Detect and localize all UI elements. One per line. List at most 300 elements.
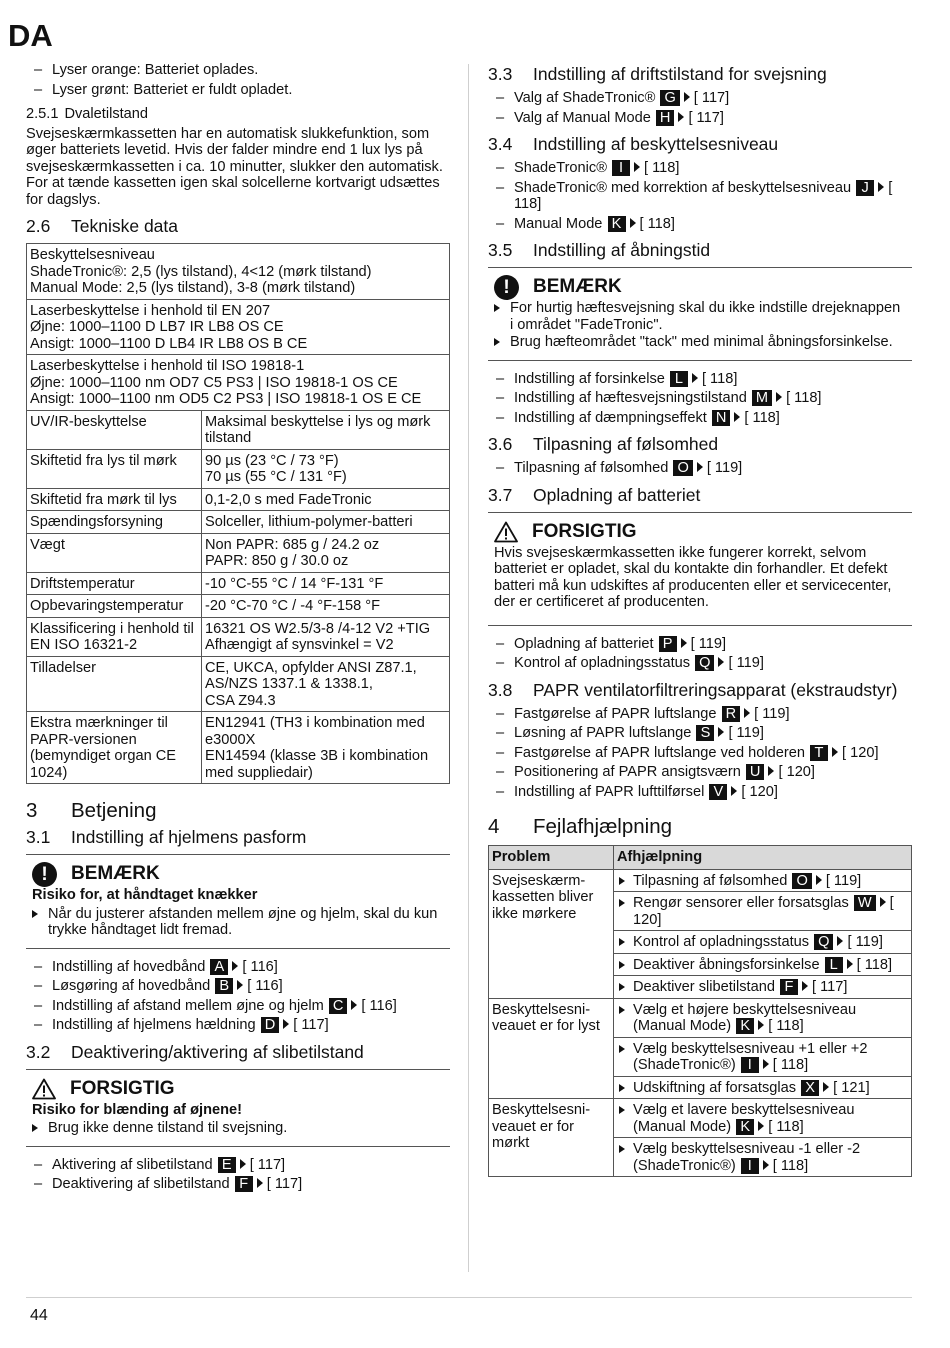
section-3-8-heading xyxy=(488,680,912,701)
arrow-right-icon xyxy=(731,786,737,796)
grinding-mode-list xyxy=(26,1157,450,1193)
page-reference: [ 118] xyxy=(701,370,738,387)
arrow-right-icon xyxy=(832,747,838,757)
section-number: 3.1 xyxy=(26,827,51,847)
cell-line: EN12941 (TH3 i kombination med e3000X xyxy=(205,715,425,748)
protection-level-list xyxy=(488,160,912,232)
figure-badge: I xyxy=(741,1158,759,1174)
table-row xyxy=(27,299,450,355)
item-text: Aktivering af slibetilstand xyxy=(52,1156,213,1173)
section-title: Tekniske data xyxy=(71,216,179,236)
spec-value xyxy=(202,617,450,656)
exclamation-icon: ! xyxy=(494,275,519,300)
spec-value xyxy=(202,595,450,618)
cell-line: Manual Mode: 2,5 (lys tilstand), 3-8 (mørk tilstand) xyxy=(30,280,356,296)
table-cell xyxy=(27,355,450,411)
figure-badge: S xyxy=(696,725,714,741)
cell-line: Maksimal beskyttelse i lys og mørk tilstand xyxy=(205,413,431,446)
technical-data-table xyxy=(26,243,450,784)
spec-key: Tilladelser xyxy=(27,656,202,712)
spec-key: Spændingsforsyning xyxy=(27,511,202,534)
figure-badge: X xyxy=(801,1080,819,1096)
item-text: Indstilling af afstand mellem øjne og hjelm xyxy=(52,997,324,1014)
remedy-cell xyxy=(614,998,912,1037)
page-reference: [ 119] xyxy=(706,460,743,476)
remedy-item xyxy=(617,873,908,890)
section-2-5-1-heading xyxy=(26,106,450,123)
item-text: Fastgørelse af PAPR luftslange xyxy=(514,705,717,722)
arrow-right-icon xyxy=(823,1082,829,1092)
spec-key: Driftstemperatur xyxy=(27,572,202,595)
page-reference: [ 118] xyxy=(514,179,893,212)
section-3-heading xyxy=(26,798,450,823)
figure-badge: I xyxy=(612,160,630,176)
arrow-right-icon xyxy=(837,936,843,946)
remedy-item xyxy=(617,957,908,974)
notice-box xyxy=(26,854,450,949)
figure-badge: I xyxy=(741,1057,759,1073)
item-text: Kontrol af opladningsstatus xyxy=(633,934,810,950)
cell-line: 90 µs (23 °C / 73 °F) xyxy=(205,452,339,469)
arrow-right-icon xyxy=(847,959,853,969)
figure-badge: Q xyxy=(695,655,714,671)
table-row xyxy=(27,595,450,618)
section-3-6-heading xyxy=(488,434,912,455)
section-title: Deaktivering/aktivering af slibetilstand xyxy=(71,1041,364,1062)
remedy-cell xyxy=(614,976,912,999)
list-item xyxy=(26,959,450,976)
arrow-right-icon xyxy=(734,412,740,422)
table-row xyxy=(27,410,450,449)
page-reference: [ 117] xyxy=(693,90,730,106)
spec-value xyxy=(202,511,450,534)
caution-subtitle: Risiko for blænding af øjnene! xyxy=(32,1101,242,1118)
figure-badge: Q xyxy=(814,934,833,950)
page-reference: [ 118] xyxy=(768,1018,804,1034)
spec-value xyxy=(202,488,450,511)
spec-value xyxy=(202,572,450,595)
remedy-item xyxy=(617,895,908,928)
page-reference: [ 119] xyxy=(825,872,862,889)
table-row xyxy=(27,656,450,712)
figure-badge: D xyxy=(261,1017,280,1033)
list-item xyxy=(488,745,912,762)
figure-badge: A xyxy=(210,959,228,975)
cell-line: Ansigt: 1000–1100 nm OD5 C2 PS3 | ISO 19818-1 OS E CE xyxy=(30,391,422,407)
table-row xyxy=(27,449,450,488)
table-row xyxy=(27,355,450,411)
table-row xyxy=(489,998,912,1037)
page-reference: [ 119] xyxy=(847,934,883,950)
page-reference: [ 117] xyxy=(812,979,848,995)
page-reference: [ 119] xyxy=(728,655,764,671)
item-text: Opladning af batteriet xyxy=(514,635,654,652)
figure-badge: O xyxy=(792,873,811,889)
page-reference: [ 118] xyxy=(744,409,780,426)
figure-badge: E xyxy=(218,1157,236,1173)
page-reference: [ 116] xyxy=(242,958,278,975)
section-title: Tilpasning af følsomhed xyxy=(533,434,719,454)
figure-badge: L xyxy=(670,371,688,387)
figure-badge: T xyxy=(810,745,828,761)
arrow-right-icon xyxy=(744,708,750,718)
item-text: Udskiftning af forsatsglas xyxy=(633,1079,797,1096)
item-text: Tilpasning af følsomhed xyxy=(633,872,788,889)
arrow-right-icon xyxy=(802,981,808,991)
list-item xyxy=(488,636,912,653)
table-row xyxy=(489,869,912,892)
item-text: Deaktiver åbningsforsinkelse xyxy=(633,956,820,973)
problem-cell: Svejseskærm-kassetten bliver ikke mørkere xyxy=(489,869,614,998)
cell-line: Øjne: 1000–1100 D LB7 IR LB8 OS CE xyxy=(30,319,284,335)
arrow-right-icon xyxy=(351,1000,357,1010)
section-4-heading xyxy=(488,814,912,839)
item-text: Vælg et højere beskyttelsesniveau (Manual Mode) xyxy=(633,1001,857,1034)
arrow-right-icon xyxy=(763,1160,769,1170)
cell-line: Solceller, lithium-polymer-batteri xyxy=(205,514,413,530)
figure-badge: F xyxy=(780,979,798,995)
cell-line: Laserbeskyttelse i henhold til ISO 19818-1 xyxy=(30,358,305,374)
page-reference: [ 118] xyxy=(644,160,680,176)
section-title: Dvaletilstand xyxy=(64,106,149,122)
list-item xyxy=(488,90,912,107)
spec-key: Vægt xyxy=(27,533,202,572)
caution-heading xyxy=(494,519,906,545)
cell-line: 70 µs (55 °C / 131 °F) xyxy=(205,469,347,485)
list-item xyxy=(26,978,450,995)
spec-value xyxy=(202,449,450,488)
list-item xyxy=(488,655,912,672)
list-item xyxy=(488,784,912,801)
notice-list xyxy=(32,906,444,939)
page-reference: [ 120] xyxy=(842,744,879,761)
helmet-fit-list xyxy=(26,959,450,1034)
item-text: Indstilling af hjelmens hældning xyxy=(52,1017,256,1033)
cell-line: Afhængigt af synsvinkel = V2 xyxy=(205,637,394,653)
arrow-right-icon xyxy=(240,1159,246,1169)
cell-line: PAPR: 850 g / 30.0 oz xyxy=(205,553,349,569)
section-title: Indstilling af beskyttelsesniveau xyxy=(533,134,779,154)
list-item xyxy=(488,216,912,233)
operating-mode-list xyxy=(488,90,912,126)
figure-badge: O xyxy=(673,460,692,476)
remedy-cell xyxy=(614,1037,912,1076)
figure-badge: J xyxy=(856,180,874,196)
section-3-4-heading xyxy=(488,134,912,155)
table-row xyxy=(27,244,450,300)
section-2-6-heading xyxy=(26,216,450,237)
figure-badge: G xyxy=(660,90,679,106)
remedy-cell xyxy=(614,1099,912,1138)
section-title: Betjening xyxy=(71,799,157,822)
column-header-problem: Problem xyxy=(489,846,614,870)
figure-badge: K xyxy=(736,1119,754,1135)
problem-cell: Beskyttelsesni-veauet er for mørkt xyxy=(489,1099,614,1177)
column-header-remedy: Afhjælpning xyxy=(614,846,912,870)
table-row xyxy=(27,511,450,534)
figure-badge: K xyxy=(608,216,626,232)
table-row xyxy=(27,712,450,784)
warning-triangle-icon xyxy=(494,521,518,543)
section-number: 3.2 xyxy=(26,1041,51,1062)
item-text: Fastgørelse af PAPR luftslange ved holderen xyxy=(514,744,805,761)
item-text: Valg af Manual Mode xyxy=(514,109,651,126)
section-number: 3 xyxy=(26,799,38,822)
page-reference: [ 121] xyxy=(833,1079,870,1096)
list-item: Brug ikke denne tilstand til svejsning. xyxy=(32,1120,444,1137)
spec-key: Skiftetid fra mørk til lys xyxy=(27,488,202,511)
item-text: Indstilling af dæmpningseffekt xyxy=(514,409,707,426)
arrow-right-icon xyxy=(257,1178,263,1188)
item-text: Indstilling af hovedbånd xyxy=(52,958,206,975)
remedy-item xyxy=(617,979,908,996)
section-title: Indstilling af driftstilstand for svejsning xyxy=(533,64,827,84)
list-item xyxy=(488,390,912,407)
left-column xyxy=(26,62,450,1196)
caution-list xyxy=(32,1120,444,1137)
arrow-right-icon xyxy=(880,897,886,907)
table-row xyxy=(27,617,450,656)
list-item: – Lyser grønt: Batteriet er fuldt opladet. xyxy=(26,82,450,99)
list-item xyxy=(26,1017,450,1034)
list-item xyxy=(488,764,912,781)
list-item xyxy=(488,725,912,742)
caution-text: Hvis svejseskærmkassetten ikke fungerer korrekt, selvom batteriet er opladet, skal du kontakte din forhandler. Et defekt batteri må kun udskiftes af producenten eller et servicecenter, der er certificeret af producenten. xyxy=(494,544,892,610)
item-text: Tilpasning af følsomhed xyxy=(514,460,669,476)
right-column xyxy=(488,62,912,1177)
section-title: Fejlafhjælpning xyxy=(533,815,673,838)
arrow-right-icon xyxy=(283,1019,289,1029)
remedy-item xyxy=(617,1002,908,1035)
list-item xyxy=(26,1157,450,1174)
section-number: 3.3 xyxy=(488,64,513,84)
caution-heading xyxy=(32,1076,444,1102)
spec-key: Opbevaringstemperatur xyxy=(27,595,202,618)
table-cell xyxy=(27,244,450,300)
section-number: 3.6 xyxy=(488,434,513,454)
section-title: PAPR ventilatorfiltreringsapparat (ekstraudstyr) xyxy=(533,679,898,700)
item-text: Indstilling af hæftesvejsningstilstand xyxy=(514,390,747,406)
list-item xyxy=(488,160,912,177)
arrow-right-icon xyxy=(681,638,687,648)
page-reference: [ 116] xyxy=(361,997,397,1014)
figure-badge: H xyxy=(656,110,675,126)
cell-line: CSA Z94.3 xyxy=(205,692,276,709)
page-reference: [ 118] xyxy=(856,956,893,973)
section-title: Indstilling af åbningstid xyxy=(533,240,711,260)
cell-line: Øjne: 1000–1100 nm OD7 C5 PS3 | ISO 19818-1 OS CE xyxy=(30,374,398,391)
remedy-cell xyxy=(614,1138,912,1177)
spec-key: Ekstra mærkninger til PAPR-versionen (bemyndiget organ CE 1024) xyxy=(27,712,202,784)
remedy-item xyxy=(617,1041,908,1074)
arrow-right-icon xyxy=(768,766,774,776)
item-text: ShadeTronic® xyxy=(514,160,607,176)
page-reference: [ 118] xyxy=(639,215,675,232)
notice-heading xyxy=(32,861,444,887)
item-text: Manual Mode xyxy=(514,215,603,232)
cell-line: Beskyttelsesniveau xyxy=(30,247,155,263)
section-title: Indstilling af hjelmens pasform xyxy=(71,827,307,847)
figure-badge: V xyxy=(709,784,727,800)
table-cell xyxy=(27,299,450,355)
figure-badge: M xyxy=(752,390,772,406)
cell-line: EN14594 (klasse 3B i kombination med suppliedair) xyxy=(205,748,429,781)
caution-title: FORSIGTIG xyxy=(70,1077,175,1099)
remedy-cell xyxy=(614,931,912,954)
list-item xyxy=(488,110,912,127)
section-3-7-heading xyxy=(488,485,912,506)
spec-key: Skiftetid fra lys til mørk xyxy=(27,449,202,488)
notice-box xyxy=(488,267,912,361)
section-3-3-heading xyxy=(488,64,912,85)
page-reference: [ 118] xyxy=(772,1157,809,1174)
problem-cell: Beskyttelsesni-veauet er for lyst xyxy=(489,998,614,1099)
remedy-item xyxy=(617,1102,908,1135)
arrow-right-icon xyxy=(878,182,884,192)
remedy-cell xyxy=(614,1076,912,1099)
item-text: Løsning af PAPR luftslange xyxy=(514,725,692,741)
section-3-5-heading xyxy=(488,240,912,261)
arrow-right-icon xyxy=(692,373,698,383)
section-number: 2.6 xyxy=(26,216,51,236)
section-number: 3.8 xyxy=(488,679,513,700)
figure-badge: F xyxy=(235,1176,253,1192)
item-text: Deaktiver slibetilstand xyxy=(633,979,775,995)
arrow-right-icon xyxy=(718,657,724,667)
page-reference: [ 117] xyxy=(249,1156,286,1173)
arrow-right-icon xyxy=(634,162,640,172)
notice-heading xyxy=(494,274,906,300)
cell-line: -20 °C-70 °C / -4 °F-158 °F xyxy=(205,598,381,614)
item-text: Løsgøring af hovedbånd xyxy=(52,978,211,994)
list-item: For hurtig hæftesvejsning skal du ikke indstille drejeknappen i området "FadeTronic". xyxy=(494,300,906,333)
section-3-2-heading xyxy=(26,1042,450,1063)
section-number: 3.5 xyxy=(488,240,513,260)
arrow-right-icon xyxy=(237,980,243,990)
list-item xyxy=(26,1176,450,1193)
remedy-cell xyxy=(614,892,912,931)
table-header-row xyxy=(489,846,912,870)
item-text: Vælg beskyttelsesniveau -1 eller -2 (ShadeTronic®) xyxy=(633,1141,861,1174)
spec-value xyxy=(202,656,450,712)
list-item xyxy=(488,460,912,477)
list-item: Brug hæfteområdet "tack" med minimal åbningsforsinkelse. xyxy=(494,334,906,351)
spec-value xyxy=(202,533,450,572)
intro-list xyxy=(26,62,450,98)
exclamation-icon: ! xyxy=(32,862,57,887)
arrow-right-icon xyxy=(758,1020,764,1030)
arrow-right-icon xyxy=(684,92,690,102)
list-item: – Lyser orange: Batteriet oplades. xyxy=(26,62,450,79)
figure-badge: R xyxy=(722,706,741,722)
remedy-cell xyxy=(614,953,912,976)
remedy-item xyxy=(617,934,908,951)
page-reference: [ 118] xyxy=(772,1057,809,1073)
page-reference: [ 120] xyxy=(633,895,894,928)
item-text: Vælg beskyttelsesniveau +1 eller +2 (ShadeTronic®) xyxy=(633,1040,868,1073)
battery-list xyxy=(488,636,912,672)
figure-badge: U xyxy=(746,764,765,780)
cell-line: Non PAPR: 685 g / 24.2 oz xyxy=(205,536,380,553)
table-row xyxy=(489,1099,912,1138)
table-row xyxy=(27,572,450,595)
table-row xyxy=(27,488,450,511)
cell-line: ShadeTronic®: 2,5 (lys tilstand), 4<12 (mørk tilstand) xyxy=(30,263,372,280)
caution-box xyxy=(488,512,912,626)
language-code: DA xyxy=(8,18,53,53)
footer-divider xyxy=(26,1297,912,1298)
item-text: Indstilling af forsinkelse xyxy=(514,370,665,387)
arrow-right-icon xyxy=(816,875,822,885)
caution-title: FORSIGTIG xyxy=(532,520,637,542)
notice-subtitle: Risiko for, at håndtaget knækker xyxy=(32,887,258,903)
item-text: Valg af ShadeTronic® xyxy=(514,90,656,106)
section-number: 3.7 xyxy=(488,484,513,505)
page-reference: [ 116] xyxy=(247,978,283,994)
arrow-right-icon xyxy=(232,961,238,971)
list-item xyxy=(488,410,912,427)
item-text: Vælg et lavere beskyttelsesniveau (Manual Mode) xyxy=(633,1102,855,1135)
page-reference: [ 117] xyxy=(293,1017,329,1033)
page-reference: [ 119] xyxy=(690,635,727,652)
figure-badge: K xyxy=(736,1018,754,1034)
page-reference: [ 117] xyxy=(266,1176,303,1192)
section-3-1-heading xyxy=(26,827,450,848)
arrow-right-icon xyxy=(630,218,636,228)
arrow-right-icon xyxy=(763,1059,769,1069)
remedy-cell xyxy=(614,869,912,892)
figure-badge: N xyxy=(712,410,731,426)
notice-title: BEMÆRK xyxy=(533,276,622,297)
remedy-item xyxy=(617,1080,908,1097)
item-text: Rengør sensorer eller forsatsglas xyxy=(633,895,849,911)
list-item xyxy=(488,371,912,388)
spec-key: Klassificering i henhold til EN ISO 16321-2 xyxy=(27,617,202,656)
notice-title: BEMÆRK xyxy=(71,863,160,884)
list-item: Når du justerer afstanden mellem øjne og hjelm, skal du kun trykke håndtaget lidt fremad. xyxy=(32,906,444,939)
notice-list xyxy=(494,300,906,351)
figure-badge: P xyxy=(659,636,677,652)
figure-badge: B xyxy=(215,978,233,994)
sleep-mode-paragraph: Svejseskærmkassetten har en automatisk slukkefunktion, som øger batteriets levetid. Hvis der falder mindre end 1 lux lys på svejseskærmkassetten i ca. 10 minutter, slukker den automatisk. For at tænde kassetten igen skal solcellerne kortvarigt udsættes for dagslys. xyxy=(26,125,443,208)
cell-line: 0,1-2,0 s med FadeTronic xyxy=(205,491,372,508)
section-title: Opladning af batteriet xyxy=(533,484,701,505)
item-text: ShadeTronic® med korrektion af beskyttelsesniveau xyxy=(514,179,852,196)
page-reference: [ 120] xyxy=(778,764,815,780)
page-reference: [ 119] xyxy=(728,725,764,741)
section-number: 4 xyxy=(488,815,500,838)
item-text: Positionering af PAPR ansigtsværn xyxy=(514,764,741,780)
cell-line: Ansigt: 1000–1100 D LB4 IR LB8 OS B CE xyxy=(30,335,308,352)
page-reference: [ 118] xyxy=(786,390,822,406)
sensitivity-list xyxy=(488,460,912,477)
page-reference: [ 117] xyxy=(688,109,724,126)
cell-line: Laserbeskyttelse i henhold til EN 207 xyxy=(30,302,271,319)
arrow-right-icon xyxy=(718,727,724,737)
figure-badge: L xyxy=(825,957,843,973)
item-text: Kontrol af opladningsstatus xyxy=(514,655,691,671)
cell-line: CE, UKCA, opfylder ANSI Z87.1, AS/NZS 1337.1 & 1338.1, xyxy=(205,659,417,692)
page-reference: [ 119] xyxy=(754,705,790,722)
arrow-right-icon xyxy=(697,462,703,472)
remedy-item xyxy=(617,1141,908,1174)
troubleshooting-table xyxy=(488,845,912,1177)
figure-badge: C xyxy=(329,998,348,1014)
list-item xyxy=(488,706,912,723)
figure-badge: W xyxy=(854,895,876,911)
page-reference: [ 120] xyxy=(741,783,778,800)
warning-triangle-icon xyxy=(32,1078,56,1100)
